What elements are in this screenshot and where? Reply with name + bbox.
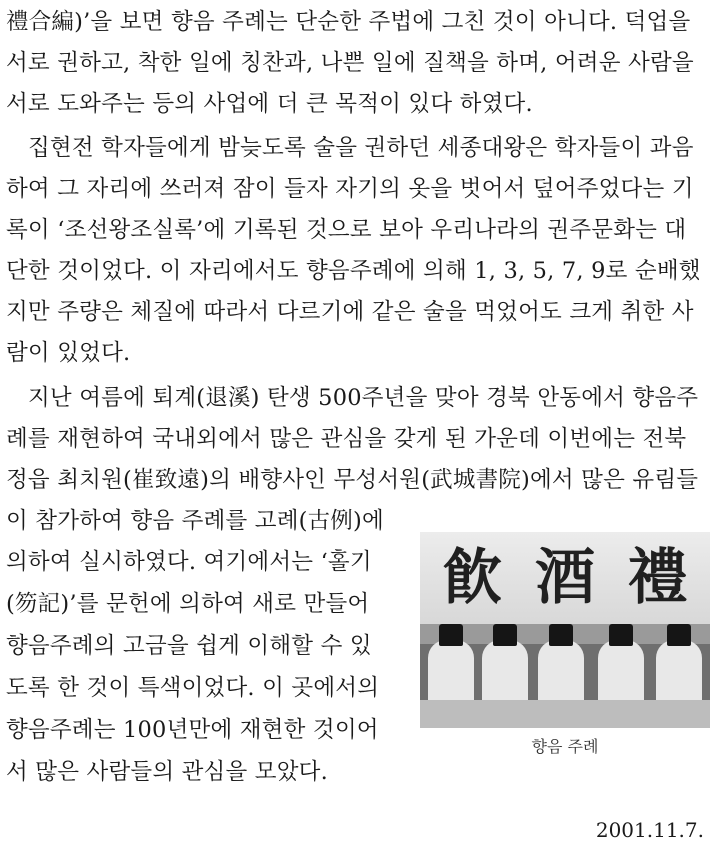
body-line: 서로 권하고, 착한 일에 칭찬과, 나쁜 일에 질책을 하며, 어려운 사람을	[6, 50, 694, 76]
body-line: 례를 재현하여 국내외에서 많은 관심을 갖게 된 가운데 이번에는 전북	[6, 426, 687, 452]
body-line: 향음주례의 고금을 쉽게 이해할 수 있	[6, 633, 372, 659]
body-line: 이 참가하여 향음 주례를 고례(古例)에	[6, 508, 384, 534]
body-line: 정읍 최치원(崔致遠)의 배향사인 무성서원(武城書院)에서 많은 유림들	[6, 467, 699, 493]
banner-char: 飮	[442, 543, 503, 613]
banner-char: 禮	[627, 543, 688, 613]
body-line: 하여 그 자리에 쓰러져 잠이 들자 자기의 옷을 벗어서 덮어주었다는 기	[6, 176, 694, 202]
body-line: (笏記)’를 문헌에 의하여 새로 만들어	[6, 591, 370, 617]
body-line: 지만 주량은 체질에 따라서 다르기에 같은 술을 먹었어도 크게 취한 사	[6, 299, 694, 325]
body-line: 단한 것이었다. 이 자리에서도 향음주례에 의해 1, 3, 5, 7, 9로 순배했	[6, 258, 701, 284]
body-line: 도록 한 것이 특색이었다. 이 곳에서의	[6, 675, 380, 701]
banner-char: 酒	[534, 543, 595, 613]
body-line: 람이 있었다.	[6, 340, 131, 366]
body-line: 지난 여름에 퇴계(退溪) 탄생 500주년을 맞아 경북 안동에서 향음주	[28, 385, 699, 411]
body-line: 향음주례는 100년만에 재현한 것이어	[6, 717, 379, 743]
body-line: 집현전 학자들에게 밤늦도록 술을 권하던 세종대왕은 학자들이 과음	[28, 135, 694, 161]
photo-table	[420, 700, 710, 728]
photo-banner	[420, 532, 710, 624]
body-line: 禮合編)’을 보면 향음 주례는 단순한 주법에 그친 것이 아니다. 덕업을	[6, 9, 691, 35]
body-line: 록이 ‘조선왕조실록’에 기록된 것으로 보아 우리나라의 권주문화는 대	[6, 217, 687, 243]
body-line: 의하여 실시하였다. 여기에서는 ‘홀기	[6, 549, 372, 575]
figure-caption: 향음 주례	[531, 737, 599, 756]
ceremony-photo	[420, 532, 710, 728]
body-line: 서 많은 사람들의 관심을 모았다.	[6, 759, 328, 785]
publication-date: 2001.11.7.	[595, 818, 704, 842]
body-line: 서로 도와주는 등의 사업에 더 큰 목적이 있다 하였다.	[6, 91, 533, 117]
